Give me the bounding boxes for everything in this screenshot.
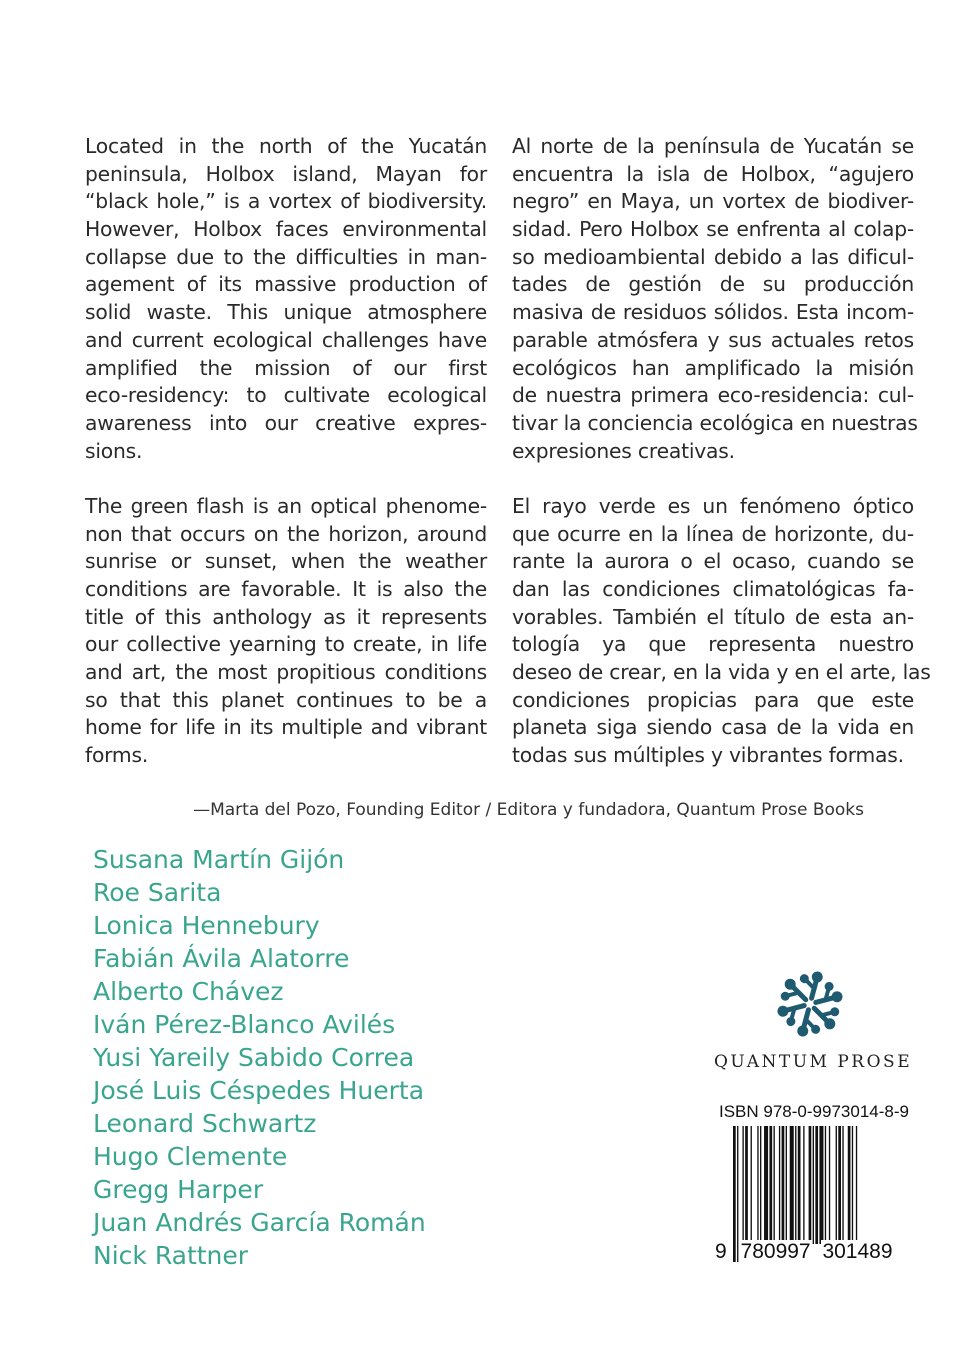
text-line: and current ecological challenges have <box>85 327 487 352</box>
barcode-bar <box>829 1126 830 1244</box>
barcode-bar <box>786 1126 787 1244</box>
barcode-bar <box>742 1126 743 1244</box>
text-line: tades de gestión de su producción <box>512 272 914 297</box>
paragraph <box>512 133 918 465</box>
text-line: Al norte de la península de Yucatán se <box>512 134 914 158</box>
barcode-bar <box>790 1126 794 1244</box>
text-line: todas sus múltiples y vibrantes formas. <box>512 743 904 768</box>
barcode-bar <box>852 1126 853 1244</box>
contributor-name: Gregg Harper <box>93 1175 264 1204</box>
contributor-name: Susana Martín Gijón <box>93 845 345 874</box>
text-line: tivar la conciencia ecológica en nuestras <box>512 410 918 435</box>
contributor-name: José Luis Céspedes Huerta <box>93 1076 425 1105</box>
text-line: sidad. Pero Holbox se enfrenta al colap- <box>512 217 914 242</box>
barcode-bar <box>769 1126 772 1244</box>
barcode-bar <box>757 1126 758 1244</box>
contributor-name: Hugo Clemente <box>93 1142 288 1171</box>
barcode-bar <box>760 1126 761 1244</box>
text-line: deseo de crear, en la vida y en el arte, las <box>512 660 931 685</box>
barcode-bar <box>838 1126 841 1244</box>
text-line: so medioambiental debido a las dificul- <box>512 244 914 269</box>
publisher-name: QUANTUM PROSE <box>714 1052 913 1072</box>
barcode-bar <box>764 1126 768 1244</box>
contributor-name: Iván Pérez-Blanco Avilés <box>93 1010 396 1039</box>
spanish-blurb <box>512 133 931 798</box>
text-line: El rayo verde es un fenómeno óptico <box>512 493 914 518</box>
attribution: —Marta del Pozo, Founding Editor / Editora y fundadora, Quantum Prose Books <box>193 800 864 820</box>
barcode-bar <box>825 1126 826 1244</box>
text-line: conditions are favorable. It is also the <box>85 577 487 601</box>
paragraph <box>85 493 487 770</box>
contributor-name: Yusi Yareily Sabido Correa <box>93 1043 415 1072</box>
text-line: que ocurre en la línea de horizonte, du- <box>512 521 914 546</box>
text-line: and art, the most propitious conditions <box>85 660 487 685</box>
text-line: planeta siga siendo casa de la vida en <box>512 715 914 740</box>
text-line: parable atmósfera y sus actuales retos <box>512 327 914 352</box>
text-line: non that occurs on the horizon, around <box>85 521 487 546</box>
text-line: tología ya que representa nuestro <box>512 632 914 657</box>
text-line: our collective yearning to create, in life <box>85 632 487 657</box>
barcode-lead-digit: 9 <box>715 1240 727 1263</box>
barcode-bar <box>774 1126 775 1244</box>
text-line: “black hole,” is a vortex of biodiversity. <box>85 189 487 214</box>
text-line: amplified the mission of our first <box>85 355 487 380</box>
barcode-bar <box>836 1126 837 1244</box>
text-line: sunrise or sunset, when the weather <box>85 549 487 574</box>
barcode-bar <box>745 1126 748 1244</box>
english-blurb <box>85 133 487 798</box>
text-line: so that this planet continues to be a <box>85 687 487 712</box>
text-line: The green flash is an optical phenome- <box>85 493 487 518</box>
barcode-bar <box>809 1126 812 1244</box>
text-line: However, Holbox faces environmental <box>85 217 487 242</box>
barcode-bar <box>819 1126 823 1244</box>
text-line: rante la aurora o el ocaso, cuando se <box>512 549 914 574</box>
text-line: expresiones creativas. <box>512 438 735 463</box>
text-line: collapse due to the difficulties in man- <box>85 244 487 269</box>
text-line: dan las condiciones climatológicas fa- <box>512 577 914 601</box>
text-line: home for life in its multiple and vibrant <box>85 715 487 740</box>
contributor-list <box>93 843 426 1272</box>
barcode-group-2: 301489 <box>822 1240 893 1263</box>
text-line: vorables. También el título de esta an- <box>512 604 914 629</box>
paragraph <box>85 133 487 465</box>
contributor-name: Leonard Schwartz <box>93 1109 317 1138</box>
barcode-bar <box>751 1126 752 1244</box>
barcode-bar <box>803 1126 804 1244</box>
text-line: title of this anthology as it represents <box>85 604 487 629</box>
barcode-digits <box>714 1240 894 1264</box>
barcode-group-1: 780997 <box>740 1240 811 1263</box>
quantum-prose-logo-icon <box>770 968 850 1040</box>
text-line: encuentra la isla de Holbox, “agujero <box>512 161 914 186</box>
contributor-name: Roe Sarita <box>93 878 222 907</box>
text-line: eco-residency: to cultivate ecological <box>85 383 487 408</box>
barcode-bar <box>782 1126 785 1244</box>
text-line: ecológicos han amplificado la misión <box>512 355 914 380</box>
contributor-name: Lonica Hennebury <box>93 911 320 940</box>
text-line: peninsula, Holbox island, Mayan for <box>85 161 487 186</box>
barcode-bar <box>779 1126 780 1244</box>
contributor-name: Fabián Ávila Alatorre <box>93 944 350 973</box>
contributor-name: Nick Rattner <box>93 1241 249 1270</box>
text-line: agement of its massive production of <box>85 272 487 297</box>
contributor-name: Alberto Chávez <box>93 977 284 1006</box>
barcode-bar <box>813 1126 814 1244</box>
text-line: negro” en Maya, un vortex de biodiver- <box>512 189 914 214</box>
text-line: masiva de residuos sólidos. Esta incom- <box>512 300 914 325</box>
text-line: forms. <box>85 743 149 768</box>
text-line: awareness into our creative expres- <box>85 410 487 435</box>
text-line: de nuestra primera eco-residencia: cul- <box>512 383 914 408</box>
text-line: Located in the north of the Yucatán <box>85 134 487 158</box>
text-line: sions. <box>85 438 143 463</box>
barcode-bar <box>815 1126 818 1244</box>
barcode-bar <box>842 1126 843 1244</box>
text-line: condiciones propicias para que este <box>512 687 914 712</box>
barcode-bar <box>848 1126 851 1244</box>
contributor-name: Juan Andrés García Román <box>93 1208 426 1237</box>
isbn-label: ISBN 978-0-9973014-8-9 <box>719 1102 909 1121</box>
text-line: solid waste. This unique atmosphere <box>85 300 487 325</box>
paragraph <box>512 493 931 770</box>
